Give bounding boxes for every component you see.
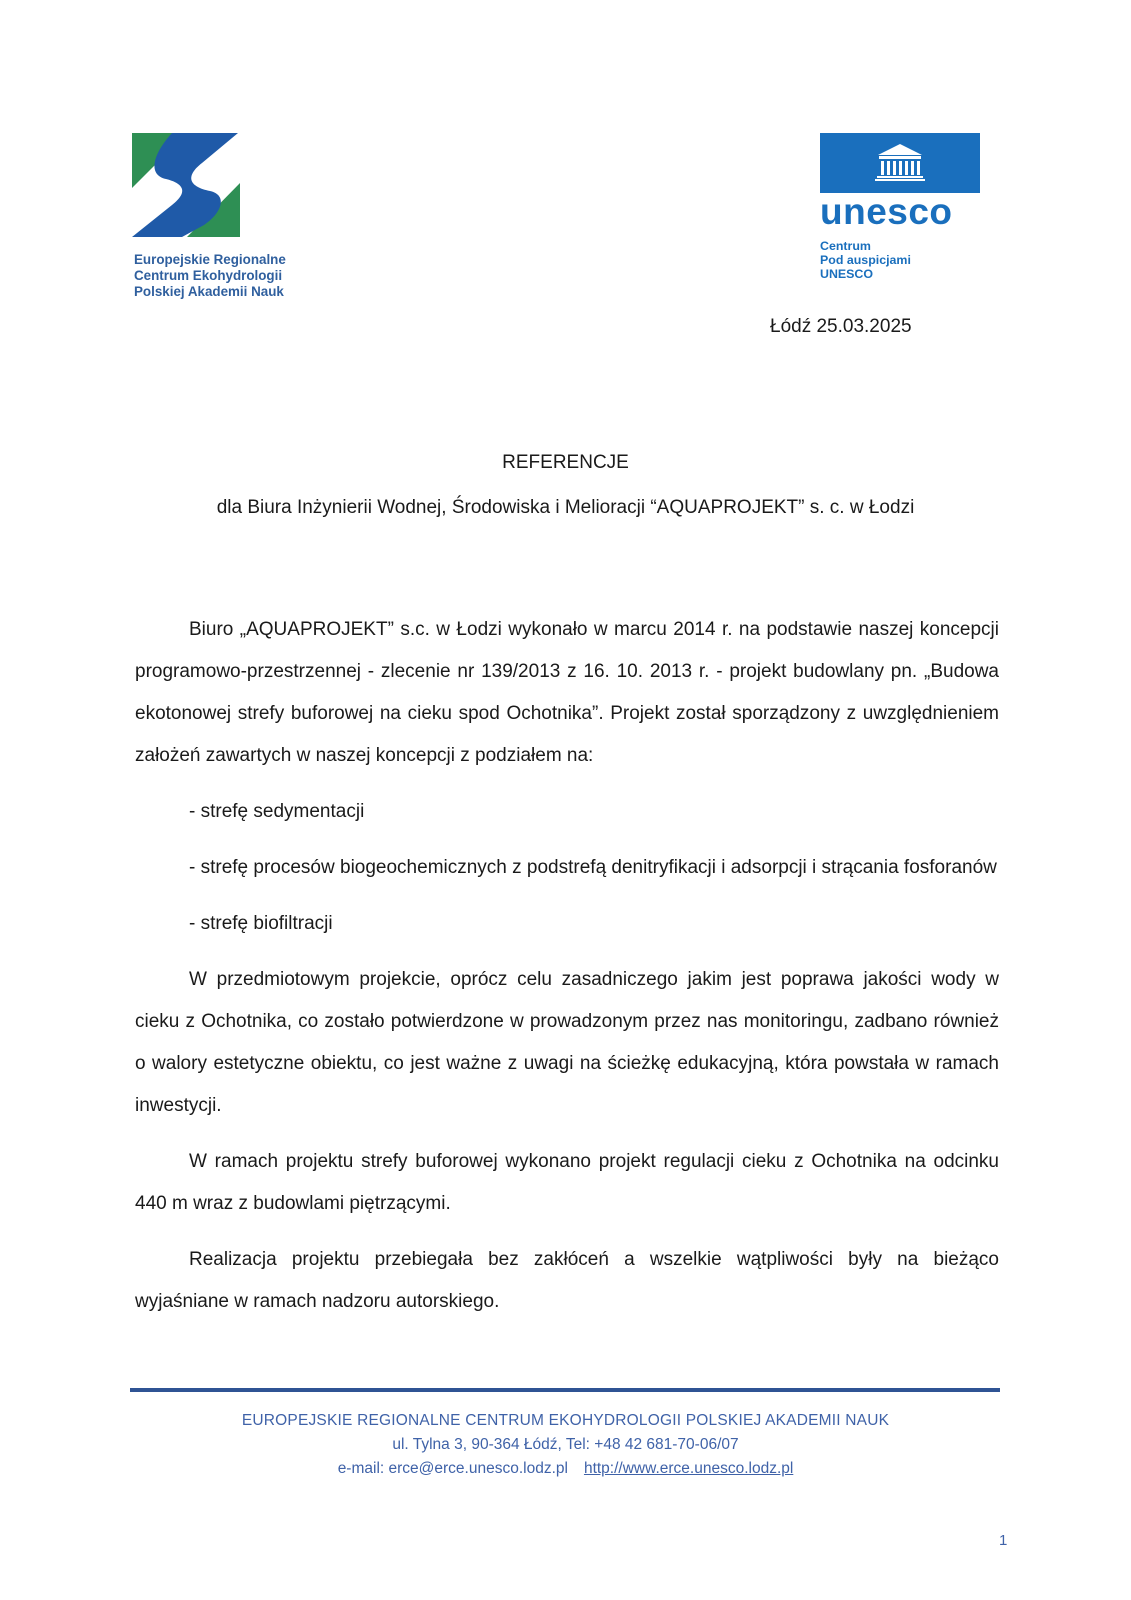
document-title: REFERENCJE: [502, 452, 629, 473]
unesco-temple-box: [820, 133, 980, 193]
unesco-logo-line-2: Pod auspicjami: [820, 253, 911, 267]
erce-logo-line-3: Polskiej Akademii Nauk: [134, 284, 284, 299]
erce-logo-line-2: Centrum Ekohydrologii: [134, 268, 283, 283]
footer-rule: [130, 1388, 1000, 1392]
footer-website-link[interactable]: http://www.erce.unesco.lodz.pl: [583, 1460, 794, 1477]
unesco-wordmark: unesco: [820, 191, 953, 232]
paragraph-regulation: W ramach projektu strefy buforowej wykonano projekt regulacji cieku z Ochotnika na odcinku 440 m wraz z budowlami piętrzącymi.: [135, 1151, 999, 1214]
erce-logo-text: [134, 252, 286, 300]
footer-institution: EUROPEJSKIE REGIONALNE CENTRUM EKOHYDROLOGII POLSKIEJ AKADEMII NAUK: [241, 1412, 890, 1429]
unesco-logo: [820, 133, 990, 283]
footer-address: ul. Tylna 3, 90-364 Łódź, Tel: +48 42 681-70-06/07: [392, 1436, 739, 1453]
bullet-item: - strefę biofiltracji: [189, 913, 333, 934]
paragraph-quality: W przedmiotowym projekcie, oprócz celu zasadniczego jakim jest poprawa jakości wody w cieku z Ochotnika, co zostało potwierdzone w prowadzonym przez nas monitoringu, zadbano również o walory estetyczne obiektu, co jest ważne z uwagi na ścieżkę edukacyjną, która powstała w ramach inwestycji.: [135, 969, 999, 1116]
page-number: 1: [999, 1532, 1008, 1549]
paragraph-intro: Biuro „AQUAPROJEKT” s.c. w Łodzi wykonało w marcu 2014 r. na podstawie naszej koncepcji programowo-przestrzennej - zlecenie nr 139/2013 z 16. 10. 2013 r. - projekt budowlany pn. „Budowa ekotonowej strefy buforowej na cieku spod Ochotnika”. Projekt został sporządzony z uwzględnieniem założeń zawartych w naszej koncepcji z podziałem na:: [135, 619, 999, 766]
unesco-logo-line-1: Centrum: [820, 239, 871, 253]
paragraph-realization: Realizacja projektu przebiegała bez zakłóceń a wszelkie wątpliwości były na bieżąco wyjaśniane w ramach nadzoru autorskiego.: [135, 1249, 999, 1312]
document-body: [135, 609, 999, 1337]
bullet-item: - strefę procesów biogeochemicznych z podstrefą denitryfikacji i adsorpcji i strącania fosforanów: [189, 857, 997, 878]
erce-logo-line-1: Europejskie Regionalne: [134, 252, 286, 267]
bullet-item: - strefę sedymentacji: [189, 801, 365, 822]
document-subtitle: dla Biura Inżynierii Wodnej, Środowiska i Melioracji “AQUAPROJEKT” s. c. w Łodzi: [216, 497, 915, 518]
unesco-logo-line-3: UNESCO: [820, 267, 874, 281]
document-date: Łódź 25.03.2025: [770, 316, 912, 337]
unesco-temple-icon: [820, 133, 980, 193]
unesco-logo-text: [820, 239, 911, 281]
erce-emblem-icon: [132, 133, 242, 243]
footer-contact: [0, 1460, 1131, 1478]
footer-email: e-mail: erce@erce.unesco.lodz.pl: [337, 1460, 568, 1477]
